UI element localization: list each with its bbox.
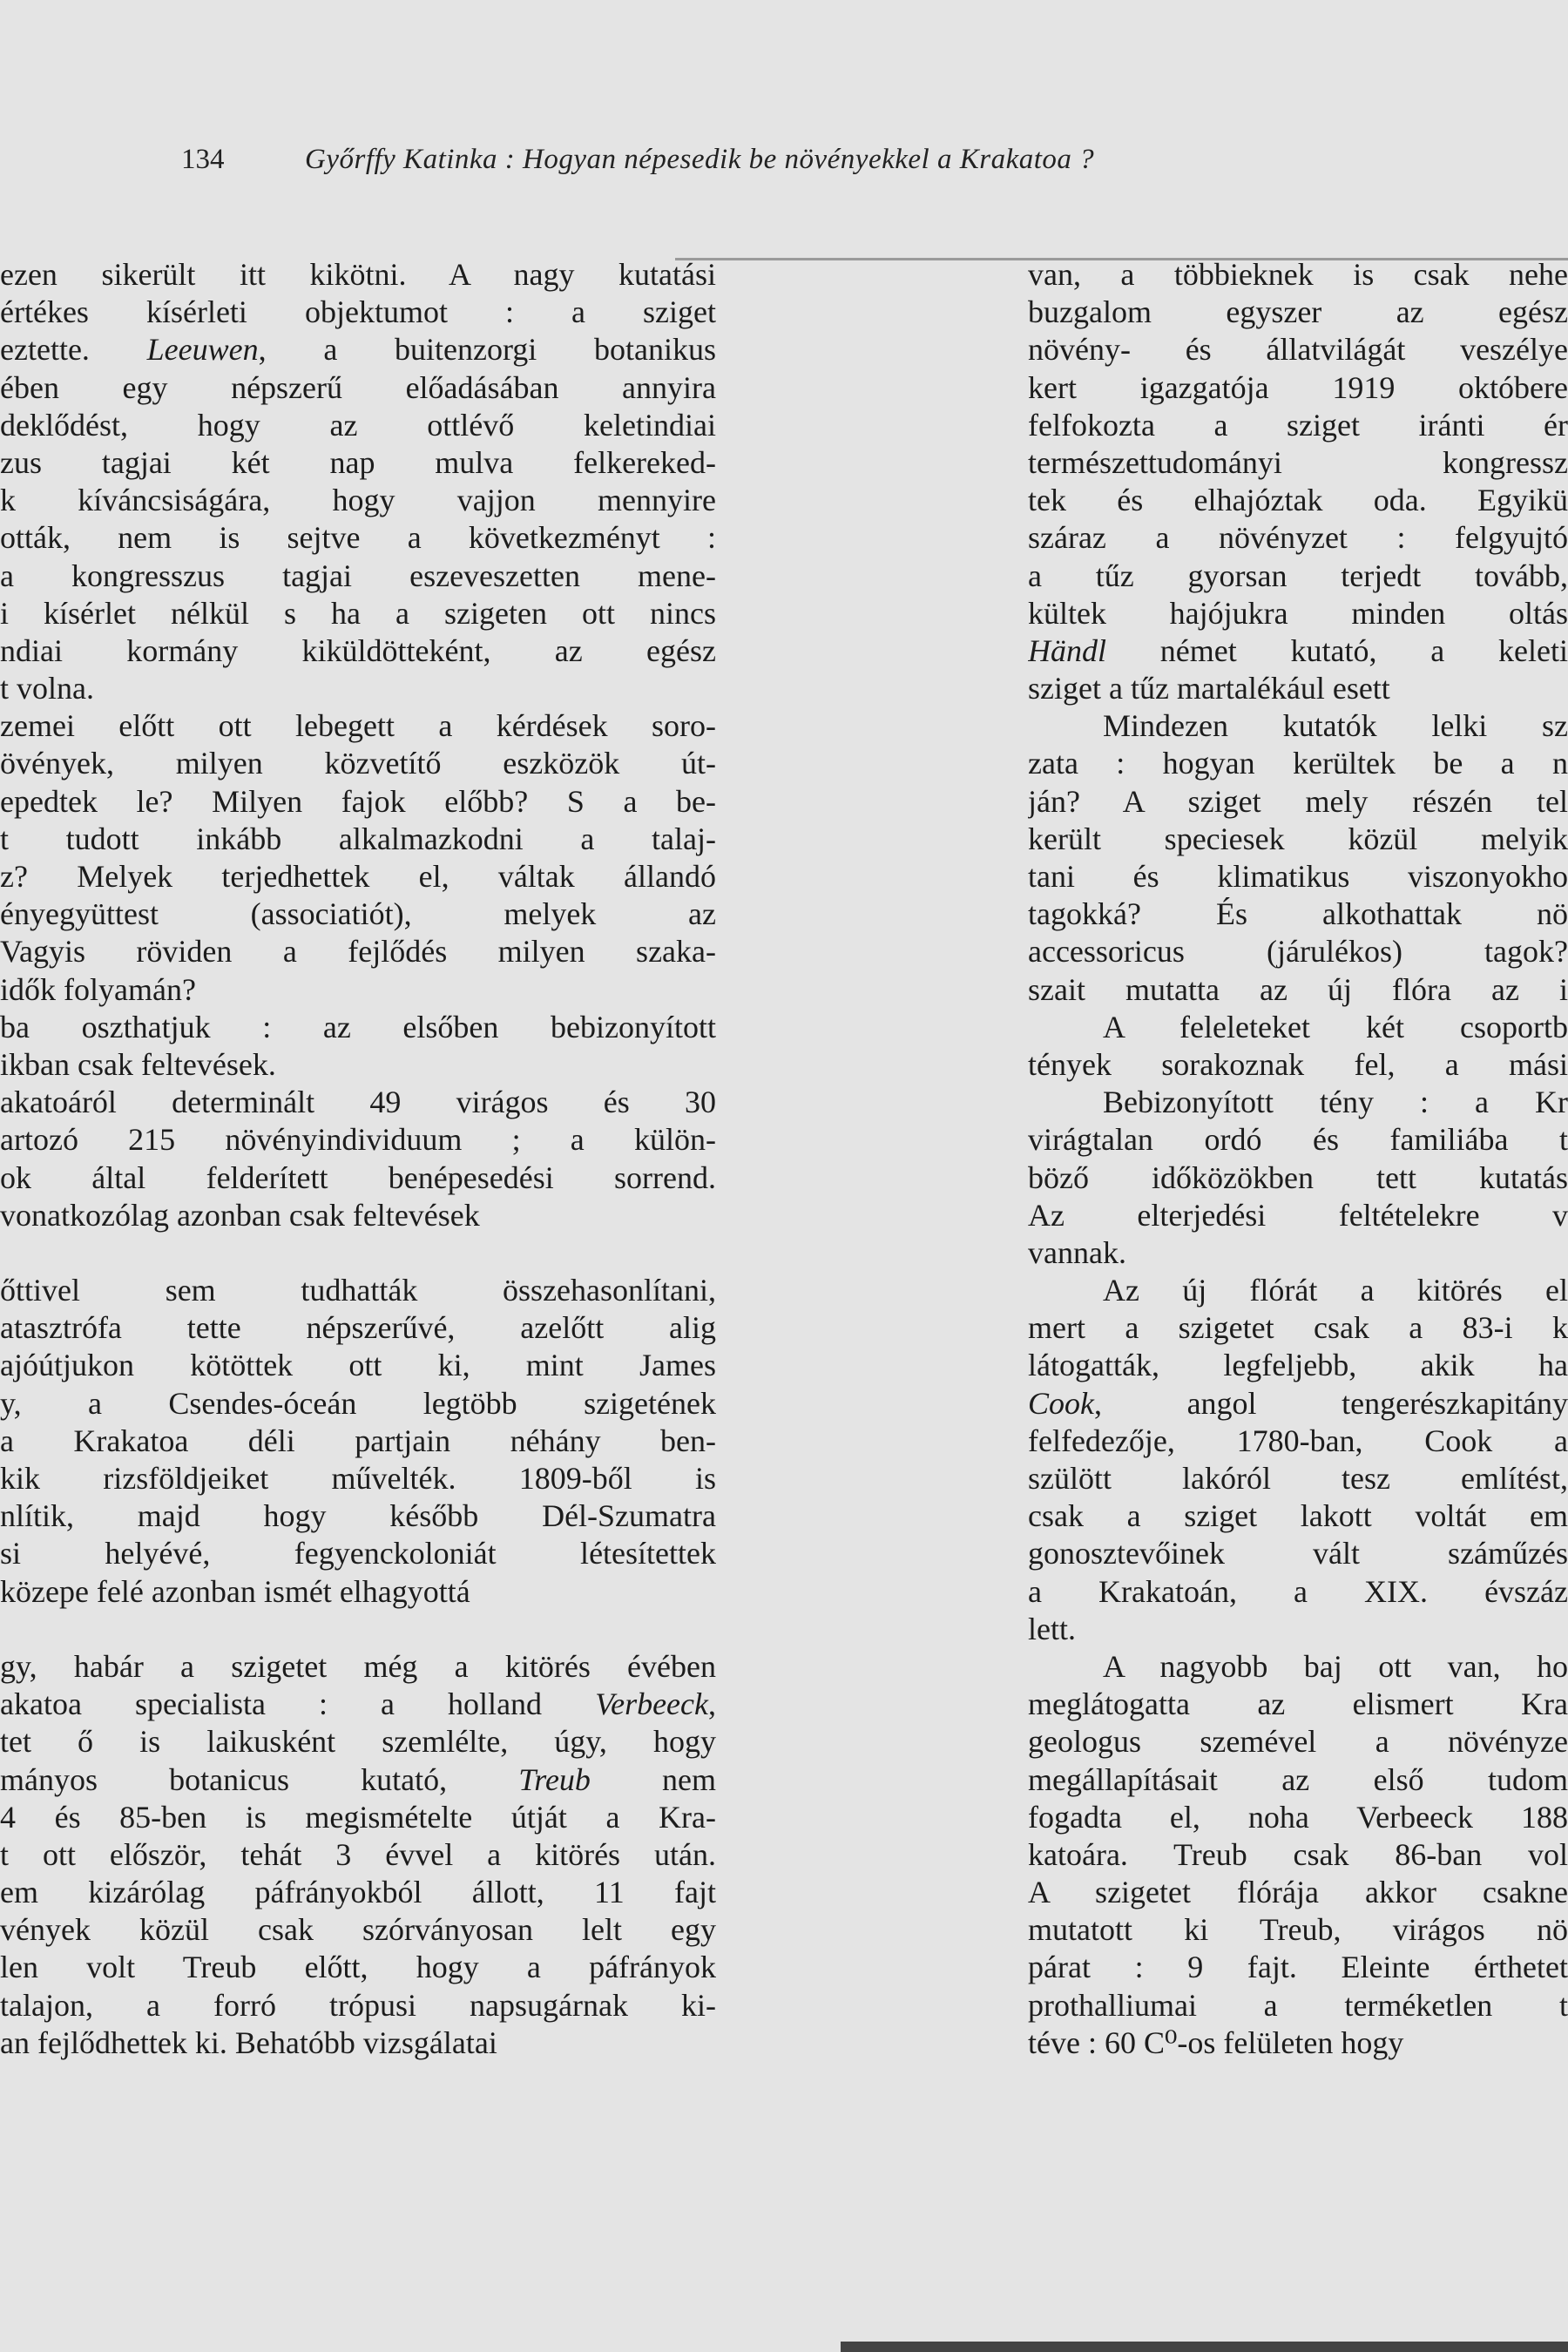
text-line: Az új flórát a kitörés el [1103,1273,1568,1308]
text-line: idők folyamán? [0,971,196,1007]
right-text-column [1028,256,1568,2199]
text-line: ba oszthatjuk : az elsőben bebizonyított [0,1009,716,1044]
text-line: A feleleteket két csoportb [1103,1009,1568,1044]
text-line: értékes kísérleti objektumot : a sziget [0,294,716,330]
text-line: mányos botanicus kutató, Treub nem [0,1761,716,1797]
text-line: a kongresszus tagjai eszeveszetten mene- [0,558,716,593]
text-line: an fejlődhettek ki. Behatóbb vizsgálatai [0,2024,497,2060]
text-line: ok által felderített benépesedési sorrend. [0,1159,716,1195]
text-line: vonatkozólag azonban csak feltevések [0,1197,480,1233]
scan-edge-shadow [841,2342,1568,2352]
text-line: kert igazgatója 1919 októbere [1028,369,1568,405]
text-line: Vagyis röviden a fejlődés milyen szaka- [0,934,716,970]
text-line: ikban csak feltevések. [0,1046,276,1082]
text-line: ján? A sziget mely részén tel [1028,783,1568,819]
text-line: ndiai kormány kiküldötteként, az egész [0,632,716,668]
text-line: em kizárólag páfrányokból állott, 11 fajt [0,1875,716,1910]
page-number: 134 [181,144,225,175]
left-text-column [0,256,716,2199]
text-line: tagokká? És alkothattak nö [1028,896,1568,932]
text-line: vények közül csak szórványosan lelt egy [0,1912,716,1948]
text-line: közepe felé azonban ismét elhagyottá [0,1573,470,1609]
text-line: nlítik, majd hogy később Dél-Szumatra [0,1498,716,1534]
text-line: 4 és 85-ben is megismételte útját a Kra- [0,1799,716,1835]
text-line: prothalliumai a terméketlen t [1028,1987,1568,2023]
text-line: tek és elhajóztak oda. Egyikü [1028,483,1568,518]
text-line: a Krakatoán, a XIX. évszáz [1028,1573,1568,1609]
text-line: felfokozta a sziget iránti ér [1028,407,1568,443]
text-line: mutatott ki Treub, virágos nö [1028,1912,1568,1948]
text-line: Händl német kutató, a keleti [1028,632,1568,668]
text-line: akatoa specialista : a holland Verbeeck, [0,1686,716,1722]
text-line: Bebizonyított tény : a Kr [1103,1085,1568,1120]
text-line: Mindezen kutatók lelki sz [1103,708,1568,744]
running-title: Győrffy Katinka : Hogyan népesedik be növényekkel a Krakatoa ? [305,144,1095,175]
text-line: lett. [1028,1611,1076,1646]
text-line: epedtek le? Milyen fajok előbb? S a be- [0,783,716,819]
text-line: téve : 60 C⁰-os felületen hogy [1028,2024,1404,2060]
text-line: vannak. [1028,1234,1126,1270]
text-line: eztette. Leeuwen, a buitenzorgi botanikus [0,332,716,368]
text-line: sziget a tűz martalékául esett [1028,671,1390,706]
text-line: ották, nem is sejtve a következményt : [0,520,716,556]
text-line: si helyévé, fegyenckoloniát létesítettek [0,1536,716,1571]
text-line: deklődést, hogy az ottlévő keletindiai [0,407,716,443]
text-line: mert a szigetet csak a 83-i k [1028,1310,1568,1346]
text-line: z? Melyek terjedhettek el, váltak állandó [0,859,716,894]
text-line: virágtalan ordó és familiába t [1028,1122,1568,1158]
text-line: atasztrófa tette népszerűvé, azelőtt alig [0,1310,716,1346]
text-line: kültek hajójukra minden oltás [1028,595,1568,631]
text-line: szait mutatta az új flóra az i [1028,971,1568,1007]
text-line [0,1234,716,1272]
text-line: Cook, angol tengerészkapitány [1028,1385,1568,1421]
text-line: került speciesek közül melyik [1028,821,1568,856]
text-line: A szigetet flórája akkor csakne [1028,1875,1568,1910]
text-line: ében egy népszerű előadásában annyira [0,369,716,405]
text-line: artozó 215 növényindividuum ; a külön- [0,1122,716,1158]
text-line: A nagyobb baj ott van, ho [1103,1648,1568,1684]
text-line: t volna. [0,671,94,706]
text-line: tani és klimatikus viszonyokho [1028,859,1568,894]
page-header [0,138,1568,181]
text-line: talajon, a forró trópusi napsugárnak ki- [0,1987,716,2023]
text-line: accessoricus (járulékos) tagok? [1028,934,1568,970]
text-line: meglátogatta az elismert Kra [1028,1686,1568,1722]
text-line: szülött lakóról tesz említést, [1028,1461,1568,1496]
text-line: gonosztevőinek vált száműzés [1028,1536,1568,1571]
text-line: kik rizsföldjeiket művelték. 1809-ből is [0,1461,716,1496]
text-line: a Krakatoa déli partjain néhány ben- [0,1423,716,1458]
text-line: felfedezője, 1780-ban, Cook a [1028,1423,1568,1458]
text-line: Az elterjedési feltételekre v [1028,1197,1568,1233]
text-line: látogatták, legfeljebb, akik ha [1028,1348,1568,1383]
text-line: k kíváncsiságára, hogy vajjon mennyire [0,483,716,518]
text-line: megállapításait az első tudom [1028,1761,1568,1797]
text-line: len volt Treub előtt, hogy a páfrányok [0,1950,716,1985]
text-line: katoára. Treub csak 86-ban vol [1028,1836,1568,1872]
text-line: van, a többieknek is csak nehe [1028,257,1568,292]
text-line: geologus szemével a növényze [1028,1724,1568,1760]
text-line: csak a sziget lakott voltát em [1028,1498,1568,1534]
text-line: tet ő is laikusként szemlélte, úgy, hogy [0,1724,716,1760]
text-line: akatoáról determinált 49 virágos és 30 [0,1085,716,1120]
text-line: párat : 9 fajt. Eleinte érthetet [1028,1950,1568,1985]
text-line: t tudott inkább alkalmazkodni a talaj- [0,821,716,856]
text-line: száraz a növényzet : felgyujtó [1028,520,1568,556]
text-line: a tűz gyorsan terjedt tovább, [1028,558,1568,593]
text-line: buzgalom egyszer az egész [1028,294,1568,330]
text-line: y, a Csendes-óceán legtöbb szigetének [0,1385,716,1421]
text-line: böző időközökben tett kutatás [1028,1159,1568,1195]
text-line [0,1611,716,1648]
text-line: fogadta el, noha Verbeeck 188 [1028,1799,1568,1835]
text-line: ezen sikerült itt kikötni. A nagy kutatási [0,257,716,292]
text-line: növény- és állatvilágát veszélye [1028,332,1568,368]
text-line: zus tagjai két nap mulva felkereked- [0,444,716,480]
text-line: t ott először, tehát 3 évvel a kitörés után. [0,1836,716,1872]
text-line: zemei előtt ott lebegett a kérdések soro- [0,708,716,744]
text-line: őttivel sem tudhatták összehasonlítani, [0,1273,716,1308]
text-line: gy, habár a szigetet még a kitörés évében [0,1648,716,1684]
text-line: zata : hogyan kerültek be a n [1028,746,1568,781]
text-line: ényegyüttest (associatiót), melyek az [0,896,716,932]
text-line: övények, milyen közvetítő eszközök út- [0,746,716,781]
text-line: természettudományi kongressz [1028,444,1568,480]
text-line: ajóútjukon kötöttek ott ki, mint James [0,1348,716,1383]
text-line: tények sorakoznak fel, a mási [1028,1046,1568,1082]
text-line: i kísérlet nélkül s ha a szigeten ott nincs [0,595,716,631]
